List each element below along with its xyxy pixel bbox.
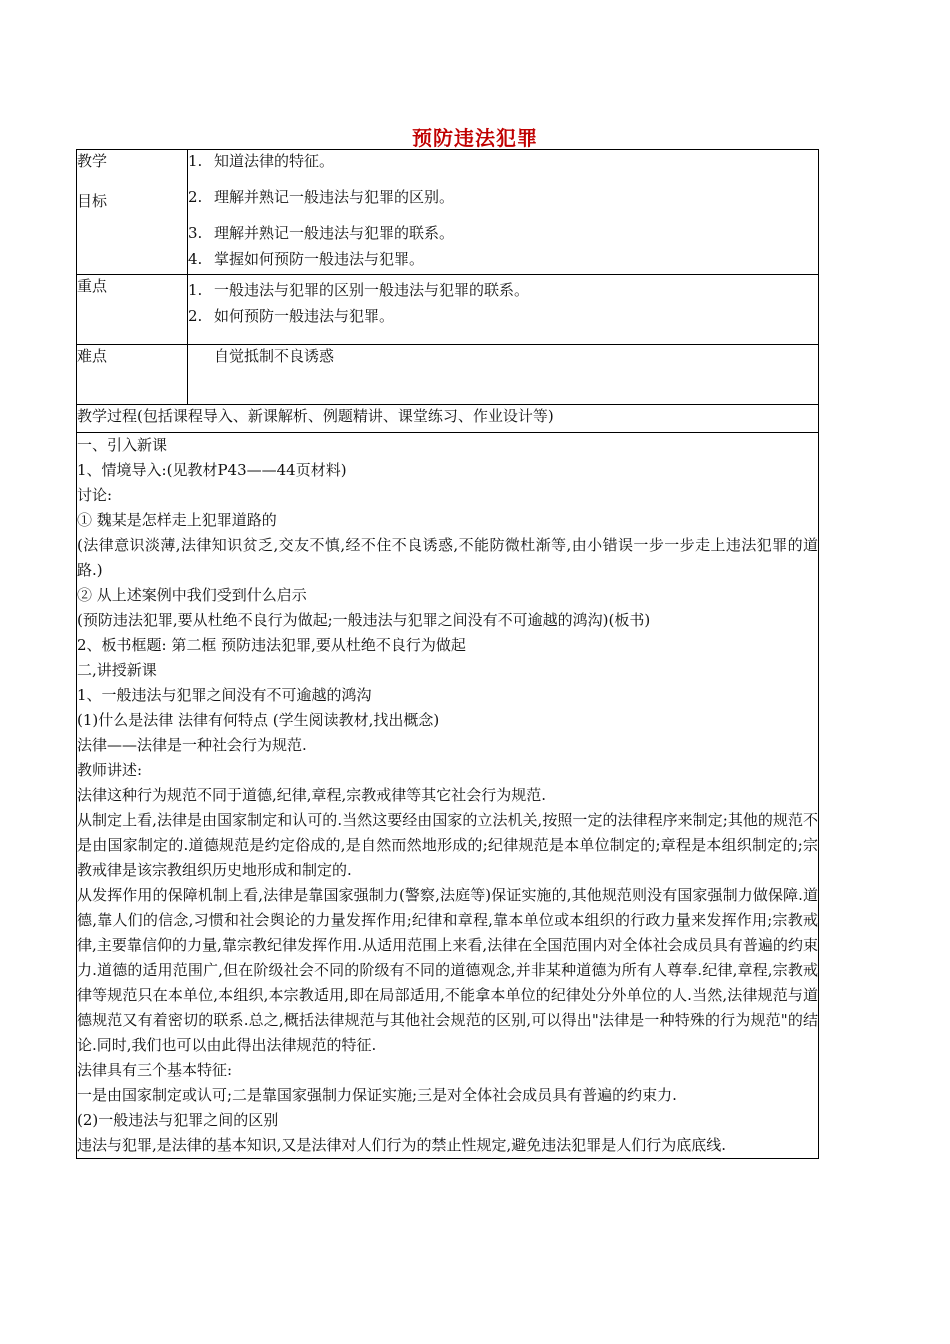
key-point-item: [188, 279, 818, 301]
body-paragraph: (2)一般违法与犯罪之间的区别: [77, 1111, 279, 1129]
body-paragraph: 1、情境导入:(见教材P43——44页材料): [77, 461, 347, 479]
body-paragraph: 从制定上看,法律是由国家制定和认可的.当然这要经由国家的立法机关,按照一定的法律程序来制定;其他的规范不是由国家制定的.道德规范是约定俗成的,是自然而然地形成的;纪律规范是本单位制定的;章程是本组织制定的;宗教戒律是该宗教组织历史地形成和制定的.: [77, 811, 818, 879]
body-paragraph: 法律——法律是一种社会行为规范.: [77, 736, 307, 754]
body-paragraph: (1)什么是法律 法律有何特点 (学生阅读教材,找出概念): [77, 711, 440, 729]
objective-text: 知道法律的特征。: [214, 152, 335, 170]
body-paragraph: 1、一般违法与犯罪之间没有不可逾越的鸿沟: [77, 686, 372, 704]
objectives-label-line1: 教学: [77, 152, 108, 170]
difficulty-row: [77, 345, 819, 405]
lesson-plan-table: [76, 149, 819, 1159]
key-points-label: 重点: [77, 275, 188, 345]
objectives-row: [77, 150, 819, 275]
item-number: 2.: [188, 307, 203, 325]
body-paragraph: 法律这种行为规范不同于道德,纪律,章程,宗教戒律等其它社会行为规范.: [77, 786, 547, 804]
body-paragraph: ① 魏某是怎样走上犯罪道路的: [77, 511, 277, 529]
body-paragraph: 讨论:: [77, 486, 113, 504]
body-paragraph: 二,讲授新课: [77, 661, 157, 679]
key-point-text: 一般违法与犯罪的区别一般违法与犯罪的联系。: [214, 281, 530, 299]
body-paragraph: 法律具有三个基本特征:: [77, 1061, 233, 1079]
objectives-list: [188, 150, 819, 275]
document-title: 预防违法犯罪: [412, 126, 538, 150]
objectives-label-cell: [77, 150, 188, 275]
key-points-list: [188, 275, 819, 345]
body-paragraph: 一、引入新课: [77, 436, 168, 454]
objective-text: 掌握如何预防一般违法与犯罪。: [214, 250, 425, 268]
process-body-row: [77, 433, 819, 1159]
item-number: 1.: [188, 281, 203, 299]
body-paragraph: (预防违法犯罪,要从杜绝不良行为做起;一般违法与犯罪之间没有不可逾越的鸿沟)(板书): [77, 611, 651, 629]
objective-item: [188, 150, 818, 172]
body-paragraph: (法律意识淡薄,法律知识贫乏,交友不慎,经不住不良诱惑,不能防微杜渐等,由小错误一步一步走上违法犯罪的道路.): [77, 536, 818, 579]
body-paragraph: 从发挥作用的保障机制上看,法律是靠国家强制力(警察,法庭等)保证实施的,其他规范则没有国家强制力做保障.道德,靠人们的信念,习惯和社会舆论的力量发挥作用;纪律和章程,靠本单位或本组织的行政力量来发挥作用;宗教戒律,主要靠信仰的力量,靠宗教纪律发挥作用.从适用范围上来看,法律在全国范围内对全体社会成员具有普遍的约束力.道德的适用范围广,但在阶级社会不同的阶级有不同的道德观念,并非某种道德为所有人尊奉.纪律,章程,宗教戒律等规范只在本单位,本组织,本宗教适用,即在局部适用,不能拿本单位的纪律处分外单位的人.当然,法律规范与道德规范又有着密切的联系.总之,概括法律规范与其他社会规范的区别,可以得出"法律是一种特殊的行为规范"的结论.同时,我们也可以由此得出法律规范的特征.: [77, 886, 818, 1054]
objective-text: 理解并熟记一般违法与犯罪的区别。: [214, 188, 455, 206]
objective-item: [188, 248, 818, 270]
process-body: [77, 433, 819, 1159]
objective-item: [188, 186, 818, 208]
objective-text: 理解并熟记一般违法与犯罪的联系。: [214, 224, 455, 242]
item-number: 4.: [188, 250, 203, 268]
difficulty-label: 难点: [77, 345, 188, 405]
body-paragraph: 2、板书框题: 第二框 预防违法犯罪,要从杜绝不良行为做起: [77, 636, 466, 654]
item-number: 1.: [188, 152, 203, 170]
objective-item: [188, 222, 818, 244]
body-paragraph: 违法与犯罪,是法律的基本知识,又是法律对人们行为的禁止性规定,避免违法犯罪是人们行为底底线.: [77, 1136, 727, 1154]
body-paragraph: 教师讲述:: [77, 761, 143, 779]
key-point-item: [188, 305, 818, 327]
body-paragraph: ② 从上述案例中我们受到什么启示: [77, 586, 307, 604]
process-header: 教学过程(包括课程导入、新课解析、例题精讲、课堂练习、作业设计等): [77, 405, 819, 433]
objectives-label-line2: 目标: [77, 192, 108, 210]
item-number: 3.: [188, 224, 203, 242]
key-point-text: 如何预防一般违法与犯罪。: [214, 307, 395, 325]
key-points-row: [77, 275, 819, 345]
difficulty-text: 自觉抵制不良诱惑: [188, 345, 819, 405]
item-number: 2.: [188, 188, 203, 206]
process-header-row: [77, 405, 819, 433]
body-paragraph: 一是由国家制定或认可;二是靠国家强制力保证实施;三是对全体社会成员具有普遍的约束力.: [77, 1086, 677, 1104]
